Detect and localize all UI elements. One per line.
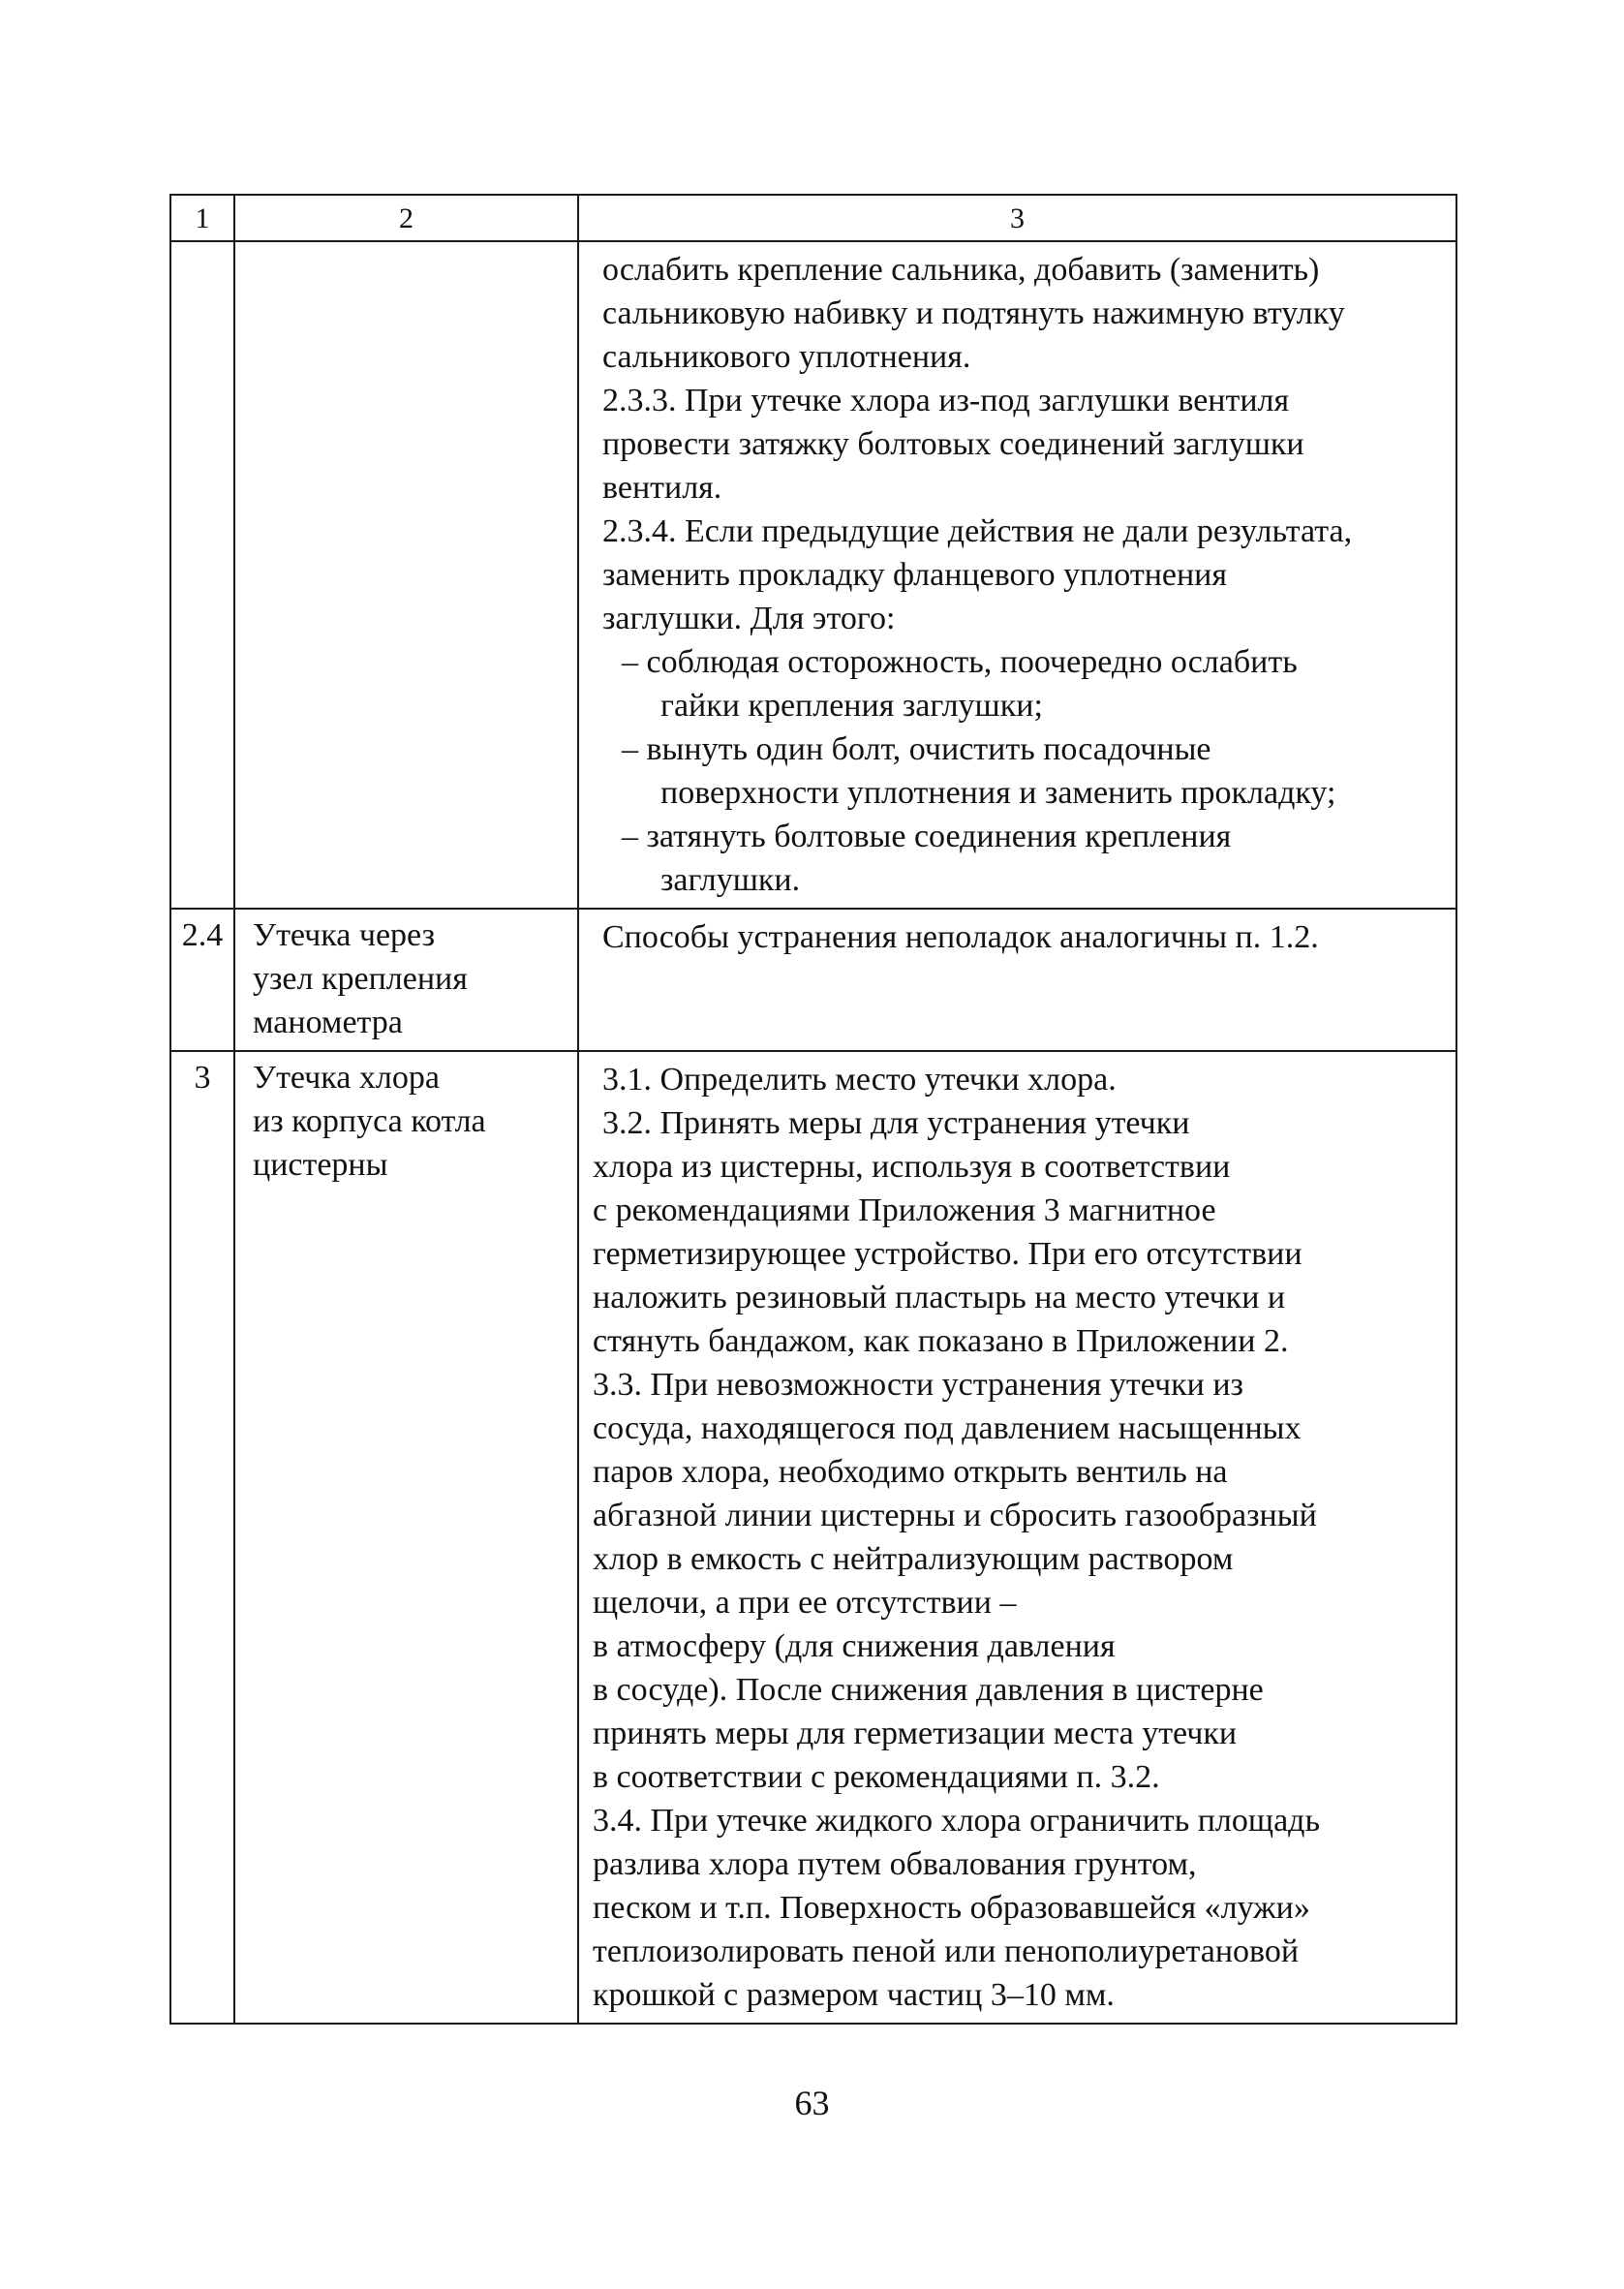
text-line: 3.4. При утечке жидкого хлора ограничить площадь [593, 1803, 1320, 1839]
row-number: 3 [170, 1051, 234, 2024]
list-item-continuation: гайки крепления заглушки; [660, 688, 1043, 724]
list-item: – соблюдая осторожность, поочередно ослабить [622, 644, 1298, 680]
row-problem [234, 909, 578, 1051]
text-line: стянуть бандажом, как показано в Приложении 2. [593, 1323, 1289, 1359]
text-line: провести затяжку болтовых соединений заглушки [602, 426, 1304, 462]
text-line: вентиля. [602, 470, 722, 506]
list-item-continuation: поверхности уплотнения и заменить прокладку; [660, 775, 1336, 811]
text-line: Способы устранения неполадок аналогичны п. 1.2. [602, 919, 1319, 955]
text-line: узел крепления [253, 961, 468, 997]
row-actions [578, 1051, 1456, 2024]
row-cont-name [234, 241, 578, 909]
text-line: в атмосферу (для снижения давления [593, 1628, 1116, 1664]
text-line: хлора из цистерны, используя в соответствии [593, 1149, 1231, 1185]
list-item: – вынуть один болт, очистить посадочные [622, 731, 1211, 767]
text-line: 3.3. При невозможности устранения утечки из [593, 1367, 1243, 1403]
text-line: абгазной линии цистерны и сбросить газообразный [593, 1498, 1317, 1533]
table-row-3 [170, 1051, 1456, 2024]
table-header-row [170, 195, 1456, 241]
text-line: герметизирующее устройство. При его отсутствии [593, 1236, 1302, 1272]
row-cont-num [170, 241, 234, 909]
text-line: заглушки. Для этого: [602, 601, 896, 636]
text-line: с рекомендациями Приложения 3 магнитное [593, 1192, 1216, 1228]
text-line: песком и т.п. Поверхность образовавшейся «лужи» [593, 1890, 1310, 1926]
text-line: из корпуса котла [253, 1103, 486, 1139]
row-actions [578, 909, 1456, 1051]
header-col-3: 3 [578, 195, 1456, 241]
list-item-continuation: заглушки. [660, 862, 801, 898]
instructions-table [169, 194, 1457, 2025]
text-line: 2.3.4. Если предыдущие действия не дали результата, [602, 513, 1353, 549]
text-line: 3.1. Определить место утечки хлора. [602, 1062, 1117, 1098]
text-line: 3.2. Принять меры для устранения утечки [602, 1105, 1190, 1141]
page-number: 63 [794, 2084, 830, 2122]
text-line: в соответствии с рекомендациями п. 3.2. [593, 1759, 1160, 1795]
row-problem [234, 1051, 578, 2024]
text-line: цистерны [253, 1147, 388, 1183]
row-number: 2.4 [170, 909, 234, 1051]
text-line: наложить резиновый пластырь на место утечки и [593, 1280, 1286, 1315]
text-line: разлива хлора путем обвалования грунтом, [593, 1846, 1197, 1882]
text-line: в сосуде). После снижения давления в цистерне [593, 1672, 1264, 1708]
text-line: сальникового уплотнения. [602, 339, 971, 375]
text-line: манометра [253, 1005, 403, 1040]
header-col-2: 2 [234, 195, 578, 241]
list-item: – затянуть болтовые соединения крепления [622, 819, 1232, 854]
text-line: хлор в емкость с нейтрализующим раствором [593, 1541, 1234, 1577]
text-line: 2.3.3. При утечке хлора из-под заглушки вентиля [602, 383, 1290, 418]
text-line: Утечка через [253, 917, 435, 953]
text-line: сальниковую набивку и подтянуть нажимную втулку [602, 295, 1345, 331]
text-line: теплоизолировать пеной или пенополиуретановой [593, 1933, 1300, 1969]
table-row-continued [170, 241, 1456, 909]
text-line: крошкой с размером частиц 3–10 мм. [593, 1977, 1115, 2013]
text-line: Утечка хлора [253, 1060, 440, 1096]
text-line: заменить прокладку фланцевого уплотнения [602, 557, 1228, 593]
text-line: паров хлора, необходимо открыть вентиль на [593, 1454, 1228, 1490]
text-line: щелочи, а при ее отсутствии – [593, 1585, 1017, 1621]
text-line: сосуда, находящегося под давлением насыщенных [593, 1410, 1302, 1446]
text-line: принять меры для герметизации места утечки [593, 1716, 1238, 1751]
text-line: ослабить крепление сальника, добавить (заменить) [602, 252, 1320, 288]
table-row-2-4 [170, 909, 1456, 1051]
header-col-1: 1 [170, 195, 234, 241]
row-cont-actions [578, 241, 1456, 909]
